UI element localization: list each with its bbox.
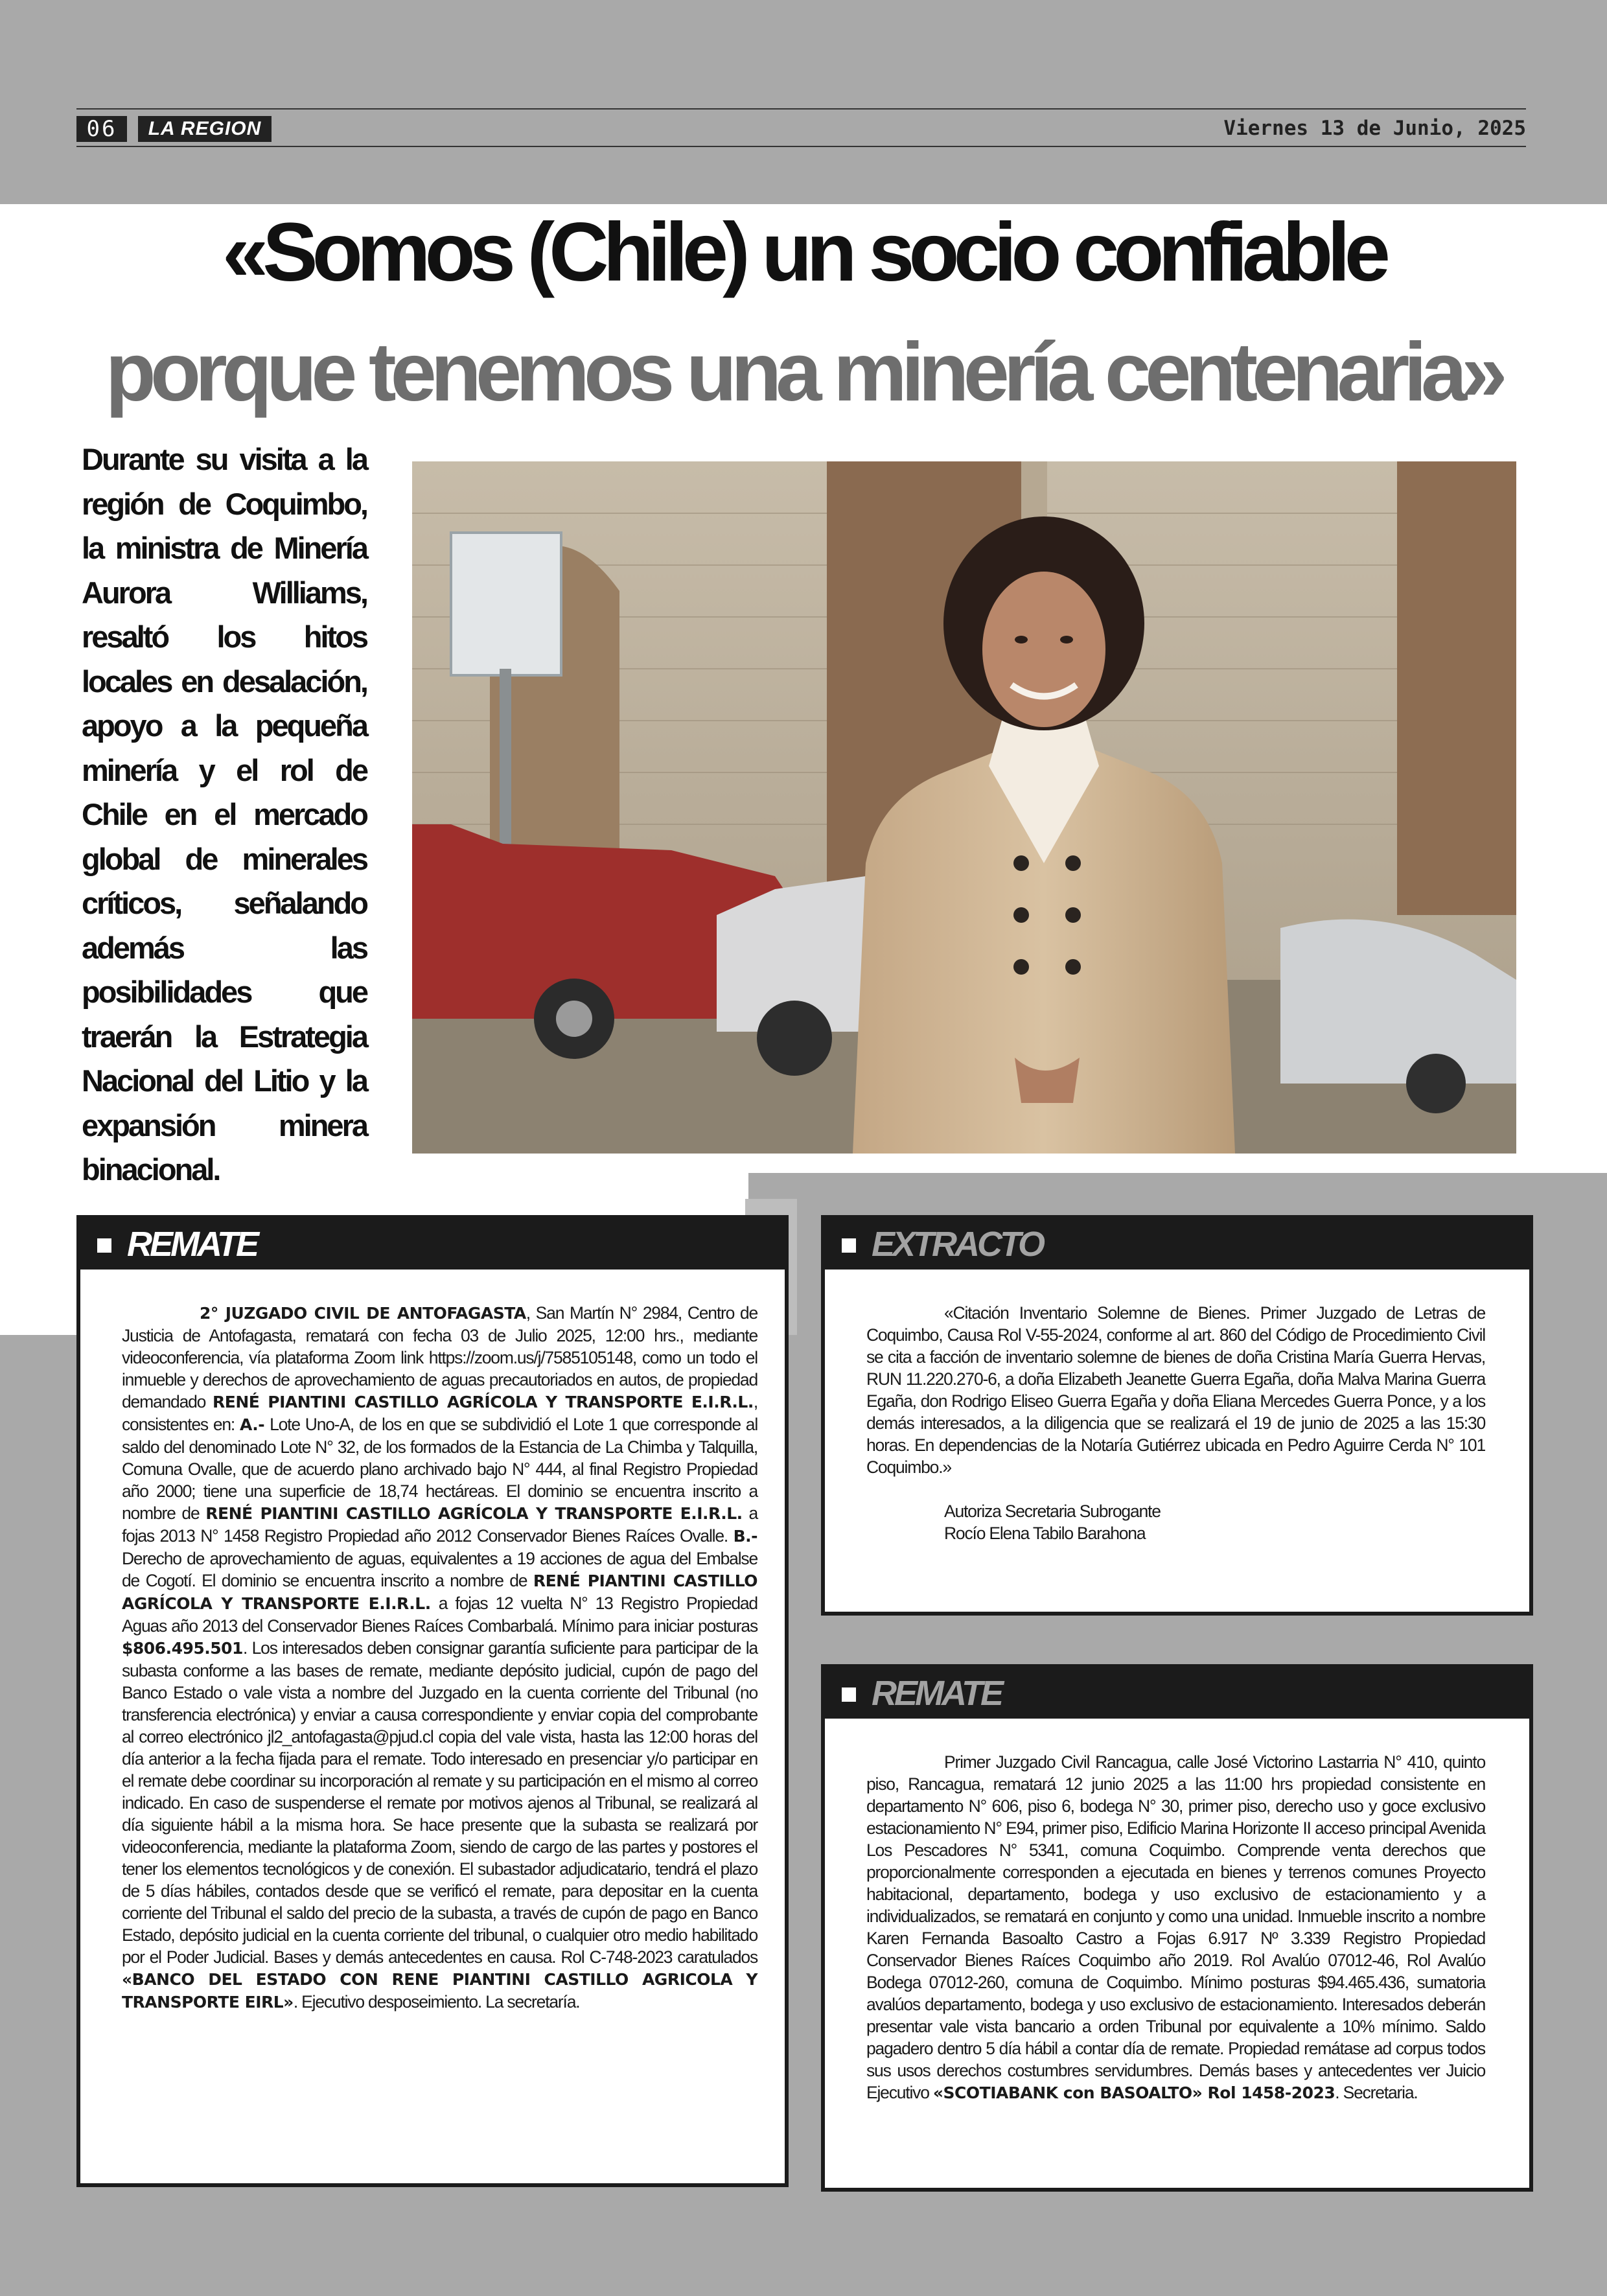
remate-left-paragraph bbox=[122, 1302, 757, 2013]
header-rule-top bbox=[76, 108, 1526, 110]
square-bullet-icon bbox=[842, 1687, 856, 1702]
item-b-label: B.- bbox=[733, 1527, 757, 1546]
remate-notice-rancagua bbox=[821, 1664, 1533, 2192]
extracto-title: EXTRACTO bbox=[872, 1225, 1043, 1264]
header-band bbox=[0, 0, 1607, 204]
remate-right-title: REMATE bbox=[872, 1674, 1001, 1713]
remate-right-paragraph bbox=[866, 1751, 1485, 2104]
remate-left-text-d: a fojas 2013 N° 1458 Registro Propiedad año 2012 Conservador Bienes Raíces Ovalle. bbox=[122, 1503, 757, 1546]
remate-notice-antofagasta bbox=[76, 1215, 789, 2187]
square-bullet-icon bbox=[97, 1238, 111, 1253]
newspaper-logo: LA REGION bbox=[138, 116, 272, 142]
remate-right-text-b: . Secretaria. bbox=[1335, 2083, 1418, 2102]
extracto-signature-2: Rocío Elena Tabilo Barahona bbox=[944, 1524, 1146, 1543]
case-caption: «SCOTIABANK con BASOALTO» Rol 1458-2023 bbox=[932, 2083, 1335, 2102]
remate-left-text-e: Derecho de aprovechamiento de aguas, equivalentes a 19 acciones de agua del Embalse de Cogotí. El dominio se encuentra inscrito a nombre de bbox=[122, 1549, 757, 1590]
court-name: 2° JUZGADO CIVIL DE ANTOFAGASTA bbox=[200, 1304, 526, 1323]
remate-left-text-b: , consistentes en: bbox=[122, 1392, 758, 1434]
remate-right-text-a: Primer Juzgado Civil Rancagua, calle José Victorino Lastarria N° 410, quinto piso, Rancagua, rematará 12 junio 2025 a las 11:00 hrs propiedad consistente en departamento N° 606, piso 6, bodega N° 30, primer piso, derecho uso y goce exclusivo estacionamiento N° E94, primer piso, Edificio Marina Horizonte II acceso principal Avenida Los Pescadores N° 5341, comuna Coquimbo. Comprende venta derechos que proporcionalmente corresponden a ejecutada en bienes y terrenos comunes Proyecto habitacional, departamento, bodega y uso exclusivo de estacionamiento y a individualizados, se rematará en conjunto y como una unidad. Inmueble inscrito a nombre Karen Fernanda Basoalto Castro a Fojas 6.917 Nº 3.339 Registro Propiedad Conservador Bienes Raíces Coquimbo año 2019. Rol Avalúo 07012-46, Rol Avalúo Bodega 07012-260, comuna de Coquimbo. Mínimo posturas $94.465.436, sumatoria avalúos departamento, bodega y uso exclusivo de estacionamiento. Interesados deberán presentar vale vista bancario a orden Tribunal por equivalente a 10% mínimo. Saldo pagadero dentro 5 día hábil a contar día de remate. Propiedad remátase ad corpus todos sus usos derechos costumbres servidumbres. Demás bases y antecedentes ver Juicio Ejecutivo bbox=[866, 1752, 1485, 2102]
article-lede: Durante su visita a la región de Coquimbo, la ministra de Minería Aurora Williams, resaltó los hitos locales en desalación, apoyo a la pequeña minería y el rol de Chile en el mercado global de minerales críticos, señalando además las posibilidades que traerán la Estrategia Nacional del Litio y la expansión minera binacional. bbox=[82, 442, 367, 1187]
remate-left-text-c: Lote Uno-A, de los en que se subdividió el Lote 1 que corresponde al saldo del denominado Lote N° 32, de los formados de la Estancia de La Chimba y Talquilla, Comuna Ovalle, que de acuerdo plano archivado bajo N° 444, al final Registro Propiedad año 2000; tiene una superficie de 18,74 hectáreas. El dominio se encuentra inscrito a nombre de bbox=[122, 1415, 758, 1523]
owner-name-2: RENÉ PIANTINI CASTILLO AGRÍCOLA Y TRANSPORTE E.I.R.L. bbox=[205, 1504, 743, 1523]
square-bullet-icon bbox=[842, 1238, 856, 1253]
remate-left-header bbox=[80, 1219, 785, 1270]
extracto-header bbox=[825, 1219, 1529, 1270]
headline-line-1: «Somos (Chile) un socio confiable bbox=[222, 206, 1385, 299]
item-a-label: A.- bbox=[239, 1415, 265, 1434]
case-caption: «BANCO DEL ESTADO CON RENE PIANTINI CASTILLO AGRICOLA Y TRANSPORTE EIRL» bbox=[122, 1970, 757, 2012]
remate-left-text-a: , San Martín N° 2984, Centro de Justicia de Antofagasta, rematará con fecha 03 de Julio 2025, 12:00 hrs., mediante videoconferencia, vía plataforma Zoom link https://zoom.us/j/7585105148, como un todo el inmueble y derechos de aprovechamiento de aguas precautoriados en autos, de propiedad demandado bbox=[122, 1303, 758, 1411]
headline-line-2: porque tenemos una minería centenaria» bbox=[105, 326, 1502, 419]
extracto-paragraph: «Citación Inventario Solemne de Bienes. Primer Juzgado de Letras de Coquimbo, Causa Rol V-55-2024, conforme al art. 860 del Código de Procedimiento Civil se cita a facción de inventario solemne de bienes de doña Cristina María Guerra Hervas, RUN 11.220.270-6, a doña Elizabeth Jeanette Guerra Egaña, doña Malva Marina Guerra Egaña, don Rodrigo Eliseo Guerra Egaña y doña Eliana Mercedes Guerra Ponce, y a los demás interesados, a la diligencia que se realizará el 19 de junio de 2025 a las 15:30 horas. En dependencias de la Notaría Gutiérrez ubicada en Pedro Aguirre Cerda N° 101 Coquimbo.» bbox=[866, 1303, 1485, 1477]
article-photo bbox=[412, 461, 1516, 1154]
extracto-notice bbox=[821, 1215, 1533, 1616]
minimum-bid: $806.495.501 bbox=[122, 1639, 243, 1658]
remate-left-text-g: . Los interesados deben consignar garantía suficiente para participar de la subasta conforme a las bases de remate, mediante depósito judicial, cupón de pago del Banco Estado o vale vista a nombre del Juzgado en la cuenta corriente del Tribunal (no transferencia electrónica) y enviar a causa correspondiente y enviar copia del comprobante al correo electrónico jl2_antofagasta@pjud.cl copia del vale vista, hasta las 12:00 horas del día anterior a la fecha fijada para el remate. Todo interesado en presenciar y/o participar en el remate debe coordinar su incorporación al remate y su participación en el mismo al correo indicado. En caso de suspenderse el remate por motivos ajenos al Tribunal, se realizará al día siguiente hábil a la misma hora. Se hace presente que la subasta se realizará por videoconferencia, mediante la plataforma Zoom, siendo de cargo de las partes y postores el tener los elementos tecnológicos y de conexión. El subastador adjudicatario, tendrá el plazo de 5 días hábiles, contados desde que se verificó el remate, para depositar en la cuenta corriente del Tribunal el saldo del precio de la subasta, a través de cupón de pago en Banco Estado, depósito judicial en la cuenta corriente del tribunal, o cualquier otro medio habilitado por el Poder Judicial. Bases y demás antecedentes en causa. Rol C-748-2023 caratulados bbox=[122, 1638, 757, 1967]
page-number: 06 bbox=[76, 116, 127, 142]
remate-left-text-h: . Ejecutivo desposeimiento. La secretaría. bbox=[293, 1992, 580, 2012]
remate-right-header bbox=[825, 1668, 1529, 1719]
extracto-signature-1: Autoriza Secretaria Subrogante bbox=[944, 1502, 1161, 1521]
remate-left-text-f: a fojas 12 vuelta N° 13 Registro Propiedad Aguas año 2013 del Conservador Bienes Raíces Combarbalá. Mínimo para iniciar posturas bbox=[122, 1594, 757, 1636]
remate-left-title: REMATE bbox=[127, 1225, 257, 1264]
remate-right-body bbox=[825, 1751, 1529, 2104]
owner-name-1: RENÉ PIANTINI CASTILLO AGRÍCOLA Y TRANSPORTE E.I.R.L. bbox=[213, 1393, 754, 1411]
owner-name-3: RENÉ PIANTINI CASTILLO AGRÍCOLA Y TRANSPORTE E.I.R.L. bbox=[122, 1571, 757, 1613]
issue-date: Viernes 13 de Junio, 2025 bbox=[1223, 117, 1526, 140]
extracto-body bbox=[825, 1302, 1529, 1544]
photo-illustration bbox=[412, 461, 1516, 1154]
remate-left-body bbox=[80, 1302, 785, 2013]
header-rule-bottom bbox=[76, 146, 1526, 147]
